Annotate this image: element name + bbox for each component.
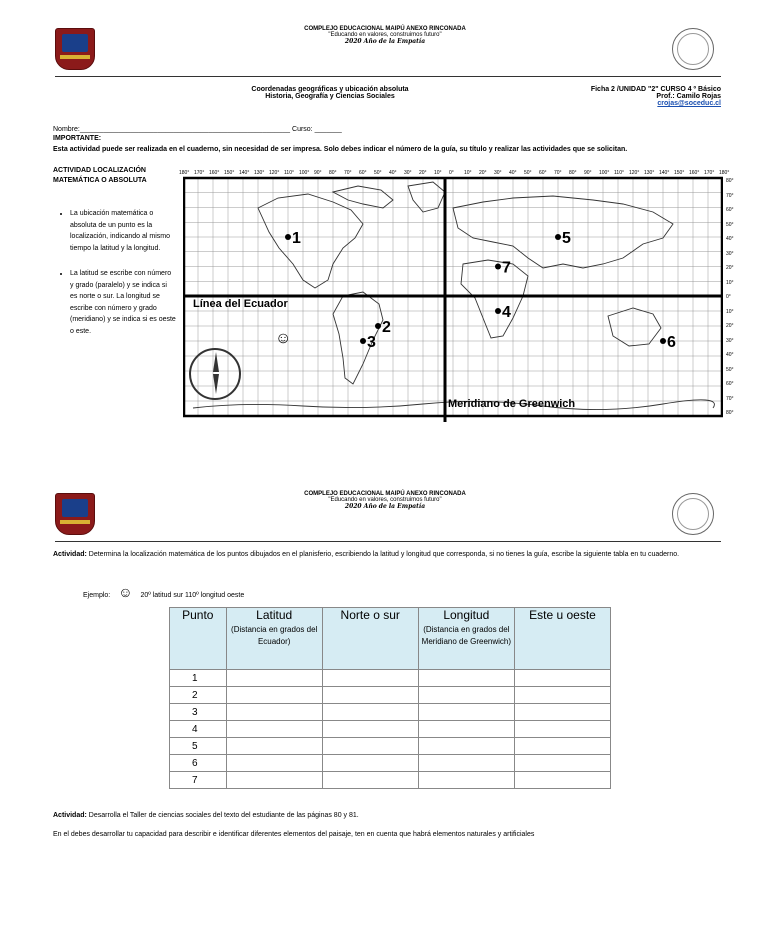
longitude-tick: 150° <box>674 170 685 176</box>
latitude-tick: 20° <box>726 265 734 271</box>
activity-text: Determina la localización matemática de los puntos dibujados en el planisferio, escribiendo la latitud y longitud que corresponda, si no tienes la guía, escribe la siguiente tabla en tu cuaderno. <box>86 551 680 558</box>
map-point-2 <box>375 323 381 329</box>
final-instructions: En el debes desarrollar tu capacidad para describir e identificar diferentes elementos del paisaje, ten en cuenta que habrá elementos naturales y artificiales <box>53 831 535 838</box>
longitude-tick: 110° <box>284 170 294 176</box>
longitude-tick: 70° <box>554 170 562 176</box>
row-number: 2 <box>170 687 227 704</box>
activity2-label: Actividad: <box>53 812 87 819</box>
bullet-item: • La latitud se escribe con número y grado (paralelo) y se indica si es norte o sur. La longitud se escribe con número y grado (meridiano) y se indica si es oeste o este. <box>70 268 176 337</box>
longitude-cell[interactable] <box>418 670 514 687</box>
latitude-tick: 50° <box>726 366 734 373</box>
map-point-label: 7 <box>502 259 511 277</box>
east-west-cell[interactable] <box>514 721 610 738</box>
longitude-tick: 120° <box>629 170 640 176</box>
longitude-tick: 40° <box>509 170 517 176</box>
latitude-cell[interactable] <box>226 772 322 789</box>
map-point-6 <box>660 338 666 344</box>
email-link[interactable]: crojas@soceduc.cl <box>657 100 721 107</box>
map-canvas <box>183 168 723 422</box>
longitude-cell[interactable] <box>418 704 514 721</box>
institution-seal <box>672 28 714 70</box>
map-point-label: 6 <box>667 334 676 351</box>
longitude-tick: 140° <box>659 170 670 176</box>
longitude-tick: 80° <box>569 170 577 176</box>
north-south-cell[interactable] <box>322 755 418 772</box>
longitude-tick: 0° <box>449 170 454 176</box>
longitude-tick: 140° <box>239 170 250 176</box>
doc-ficha: Ficha 2 /UNIDAD "2" CURSO 4 º Básico <box>590 86 721 93</box>
longitude-tick: 20° <box>479 170 487 176</box>
latitude-cell[interactable] <box>226 704 322 721</box>
latitude-tick: 60° <box>726 381 734 387</box>
east-west-cell[interactable] <box>514 704 610 721</box>
doc-title: Coordenadas geográficas y ubicación absoluta <box>251 86 409 93</box>
world-map <box>183 168 723 422</box>
latitude-tick: 30° <box>726 337 734 344</box>
school-motto: "Educando en valores, construimos futuro" <box>328 497 442 503</box>
important-text: Esta actividad puede ser realizada en el cuaderno, sin necesidad de ser impresa. Solo debes indicar el número de la guía, su título y realizar las actividades que se solicitan. <box>53 146 628 153</box>
activity-bullets <box>56 208 176 351</box>
smiley-icon: ☺ <box>275 330 292 347</box>
north-south-cell[interactable] <box>322 670 418 687</box>
longitude-tick: 50° <box>374 170 382 176</box>
latitude-cell[interactable] <box>226 755 322 772</box>
name-field: Nombre:______________________________________________________ Curso: _______ <box>53 126 342 133</box>
latitude-cell[interactable] <box>226 670 322 687</box>
east-west-cell[interactable] <box>514 670 610 687</box>
longitude-tick: 60° <box>539 170 547 176</box>
header-divider <box>55 76 721 77</box>
latitude-tick: 20° <box>726 323 734 329</box>
longitude-tick: 90° <box>584 170 592 176</box>
longitude-tick: 100° <box>599 170 610 176</box>
activity-instructions <box>53 549 723 560</box>
east-west-cell[interactable] <box>514 687 610 704</box>
latitude-tick: 80° <box>726 410 734 416</box>
map-point-label: 1 <box>292 230 301 247</box>
important-label: IMPORTANTE: <box>53 135 102 142</box>
latitude-tick: 40° <box>726 352 734 358</box>
school-logo <box>55 493 95 535</box>
map-point-label: 5 <box>562 230 571 247</box>
map-point-1 <box>285 234 291 240</box>
year-motto: 2020 Año de la Empatía <box>344 503 426 510</box>
longitude-tick: 40° <box>389 170 397 176</box>
example-row <box>83 584 244 600</box>
longitude-tick: 30° <box>494 170 502 176</box>
school-name: COMPLEJO EDUCACIONAL MAIPÚ ANEXO RINCONADA <box>304 26 466 32</box>
table-row <box>170 772 611 789</box>
longitude-cell[interactable] <box>418 687 514 704</box>
longitude-tick: 10° <box>434 170 442 176</box>
school-motto: "Educando en valores, construimos futuro" <box>328 32 442 38</box>
table-row <box>170 721 611 738</box>
longitude-tick: 130° <box>644 170 655 176</box>
header-norte-sur: Norte o sur <box>322 608 418 670</box>
north-south-cell[interactable] <box>322 704 418 721</box>
table-row <box>170 738 611 755</box>
longitude-tick: 30° <box>404 170 412 176</box>
longitude-tick: 170° <box>194 170 205 176</box>
longitude-cell[interactable] <box>418 755 514 772</box>
latitude-cell[interactable] <box>226 738 322 755</box>
longitude-cell[interactable] <box>418 738 514 755</box>
longitude-tick: 70° <box>344 170 352 176</box>
longitude-tick: 160° <box>689 170 700 176</box>
greenwich-label: Meridiano de Greenwich <box>448 398 576 410</box>
latitude-tick: 30° <box>726 250 734 257</box>
header-divider <box>55 541 721 542</box>
row-number: 6 <box>170 755 227 772</box>
map-point-5 <box>555 234 561 240</box>
map-point-7 <box>495 264 501 270</box>
north-south-cell[interactable] <box>322 687 418 704</box>
example-text: 20º latitud sur 110º longitud oeste <box>140 592 245 599</box>
map-point-label: 3 <box>367 334 376 351</box>
coordinates-table <box>169 607 611 789</box>
header-este-oeste: Este u oeste <box>514 608 610 670</box>
latitude-cell[interactable] <box>226 721 322 738</box>
row-number: 4 <box>170 721 227 738</box>
table-row <box>170 687 611 704</box>
longitude-tick: 130° <box>254 170 265 176</box>
longitude-tick: 180° <box>179 170 190 176</box>
latitude-tick: 70° <box>726 395 734 402</box>
longitude-tick: 60° <box>359 170 367 176</box>
map-point-label: 2 <box>382 319 391 336</box>
longitude-tick: 90° <box>314 170 322 176</box>
longitude-tick: 50° <box>524 170 532 176</box>
bullet-item: • La ubicación matemática o absoluta de un punto es la localización, indicando al mismo tiempo la latitud y la longitud. <box>70 208 176 254</box>
longitude-tick: 180° <box>719 170 730 176</box>
north-south-cell[interactable] <box>322 721 418 738</box>
longitude-tick: 120° <box>269 170 280 176</box>
map-point-3 <box>360 338 366 344</box>
compass-rose-icon <box>189 348 241 400</box>
north-south-cell[interactable] <box>322 772 418 789</box>
header-latitud: Latitud (Distancia en grados del Ecuador) <box>226 608 322 670</box>
year-motto: 2020 Año de la Empatía <box>344 38 426 45</box>
smiley-icon: ☺ <box>118 584 133 600</box>
longitude-tick: 110° <box>614 170 624 176</box>
latitude-tick: 80° <box>726 178 734 184</box>
table-row <box>170 755 611 772</box>
header-punto: Punto <box>170 608 227 670</box>
longitude-cell[interactable] <box>418 721 514 738</box>
latitude-tick: 10° <box>726 279 734 286</box>
latitude-tick: 50° <box>726 221 734 228</box>
table-row <box>170 704 611 721</box>
activity2-text: Desarrolla el Taller de ciencias sociales del texto del estudiante de las páginas 80 y 81. <box>86 812 359 819</box>
latitude-tick: 10° <box>726 308 734 315</box>
activity-label: Actividad: <box>53 551 87 558</box>
map-point-label: 4 <box>502 304 511 321</box>
map-point-4 <box>495 308 501 314</box>
longitude-tick: 20° <box>419 170 427 176</box>
header-longitud: Longitud (Distancia en grados del Meridiano de Greenwich) <box>418 608 514 670</box>
longitude-tick: 100° <box>299 170 310 176</box>
longitude-cell[interactable] <box>418 772 514 789</box>
longitude-tick: 80° <box>329 170 337 176</box>
latitude-cell[interactable] <box>226 687 322 704</box>
east-west-cell[interactable] <box>514 738 610 755</box>
row-number: 5 <box>170 738 227 755</box>
equator-label: Línea del Ecuador <box>193 298 288 310</box>
activity-title: ACTIVIDAD LOCALIZACIÓN MATEMÁTICA O ABSOLUTA <box>53 167 147 184</box>
latitude-tick: 60° <box>726 207 734 213</box>
latitude-scale <box>726 178 746 418</box>
longitude-tick: 150° <box>224 170 235 176</box>
longitude-tick: 10° <box>464 170 472 176</box>
school-name: COMPLEJO EDUCACIONAL MAIPÚ ANEXO RINCONADA <box>304 491 466 497</box>
longitude-tick: 160° <box>209 170 220 176</box>
latitude-tick: 40° <box>726 236 734 242</box>
east-west-cell[interactable] <box>514 755 610 772</box>
longitude-tick: 170° <box>704 170 715 176</box>
latitude-tick: 0° <box>726 294 731 300</box>
north-south-cell[interactable] <box>322 738 418 755</box>
institution-seal <box>672 493 714 535</box>
doc-prof: Prof.: Camilo Rojas <box>656 93 721 100</box>
doc-subject: Historia, Geografía y Ciencias Sociales <box>265 93 395 100</box>
row-number: 3 <box>170 704 227 721</box>
row-number: 7 <box>170 772 227 789</box>
table-row <box>170 670 611 687</box>
activity2 <box>53 812 359 819</box>
row-number: 1 <box>170 670 227 687</box>
example-label: Ejemplo: <box>83 592 111 599</box>
latitude-tick: 70° <box>726 192 734 199</box>
east-west-cell[interactable] <box>514 772 610 789</box>
school-logo <box>55 28 95 70</box>
longitude-scale <box>179 170 730 180</box>
